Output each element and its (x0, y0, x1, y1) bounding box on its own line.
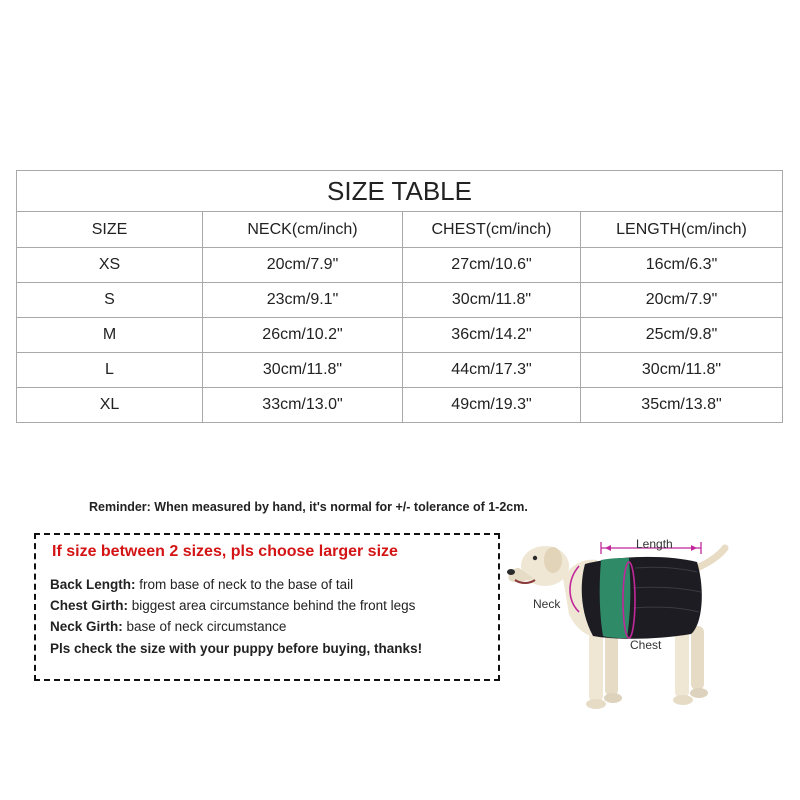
length-cell: 30cm/11.8" (581, 353, 783, 388)
sizing-note-box (34, 533, 500, 681)
length-cell: 20cm/7.9" (581, 283, 783, 318)
length-cell: 35cm/13.8" (581, 388, 783, 423)
size-cell: L (17, 353, 203, 388)
header-length: LENGTH(cm/inch) (581, 212, 783, 248)
header-chest: CHEST(cm/inch) (403, 212, 581, 248)
chest-cell: 30cm/11.8" (403, 283, 581, 318)
table-row (17, 353, 783, 388)
chest-cell: 27cm/10.6" (403, 248, 581, 283)
header-size: SIZE (17, 212, 203, 248)
size-cell: S (17, 283, 203, 318)
neck-cell: 23cm/9.1" (203, 283, 403, 318)
chest-cell: 44cm/17.3" (403, 353, 581, 388)
length-cell: 16cm/6.3" (581, 248, 783, 283)
neck-cell: 26cm/10.2" (203, 318, 403, 353)
table-row (17, 283, 783, 318)
dog-in-jacket-icon (505, 528, 735, 718)
neck-girth-text: base of neck circumstance (122, 619, 287, 634)
measurement-reminder: Reminder: When measured by hand, it's normal for +/- tolerance of 1-2cm. (89, 500, 528, 514)
chest-girth-text: biggest area circumstance behind the front legs (128, 598, 416, 613)
length-label: Length (636, 537, 673, 551)
check-size-reminder: Pls check the size with your puppy before buying, thanks! (50, 641, 423, 656)
size-table-title: SIZE TABLE (17, 171, 783, 212)
dog-measurement-figure (505, 528, 735, 718)
length-cell: 25cm/9.8" (581, 318, 783, 353)
neck-girth-label: Neck Girth: (50, 619, 123, 634)
chest-girth-label: Chest Girth: (50, 598, 129, 613)
size-advice-headline: If size between 2 sizes, pls choose larger size (52, 543, 398, 560)
table-header-row (17, 212, 783, 248)
table-row (17, 388, 783, 423)
size-cell: XL (17, 388, 203, 423)
neck-cell: 30cm/11.8" (203, 353, 403, 388)
neck-label: Neck (533, 597, 561, 611)
chest-cell: 36cm/14.2" (403, 318, 581, 353)
neck-cell: 33cm/13.0" (203, 388, 403, 423)
size-table (16, 170, 783, 423)
header-neck: NECK(cm/inch) (203, 212, 403, 248)
size-cell: M (17, 318, 203, 353)
table-row (17, 318, 783, 353)
back-length-label: Back Length: (50, 577, 136, 592)
size-cell: XS (17, 248, 203, 283)
chest-label: Chest (630, 638, 662, 652)
back-length-text: from base of neck to the base of tail (135, 577, 354, 592)
table-row (17, 248, 783, 283)
chest-cell: 49cm/19.3" (403, 388, 581, 423)
chest-girth-definition (50, 598, 415, 613)
neck-girth-definition (50, 619, 286, 634)
back-length-definition (50, 577, 353, 592)
neck-cell: 20cm/7.9" (203, 248, 403, 283)
